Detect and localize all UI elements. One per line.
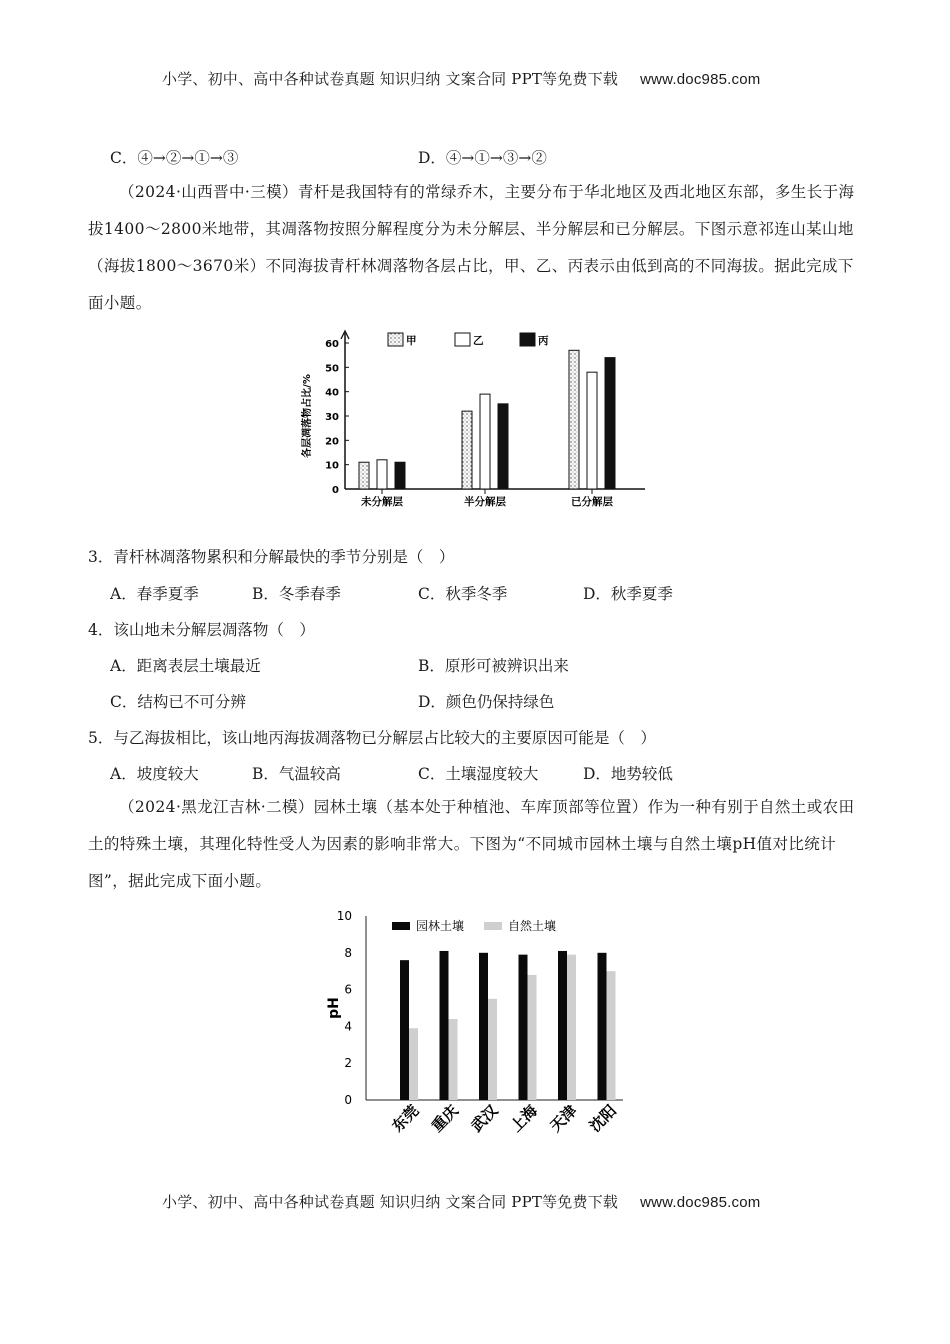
bar — [558, 951, 567, 1100]
legend-swatch — [484, 922, 502, 930]
bar — [587, 372, 597, 489]
x-tick-label: 上海 — [506, 1101, 541, 1136]
q3-option-c: C．秋季冬季 — [418, 585, 508, 603]
x-tick-label: 已分解层 — [571, 496, 613, 508]
x-tick-label: 武汉 — [467, 1101, 502, 1136]
bar — [377, 460, 387, 489]
y-axis-label: pH — [326, 997, 342, 1019]
bar — [519, 955, 528, 1100]
bar — [400, 960, 409, 1100]
x-tick-label: 天津 — [546, 1101, 581, 1136]
litter-layer-chart — [290, 325, 660, 515]
bar — [528, 975, 537, 1100]
bar — [598, 953, 607, 1100]
prev-option-c: C．④→②→①→③ — [110, 149, 239, 167]
y-tick-label: 0 — [344, 1093, 352, 1107]
footer-text: 小学、初中、高中各种试卷真题 知识归纳 文案合同 PPT等免费下载 — [162, 1193, 619, 1211]
bar — [409, 1028, 418, 1100]
q5-option-b: B．气温较高 — [252, 765, 341, 783]
y-tick-label: 8 — [344, 945, 352, 960]
bar — [479, 953, 488, 1100]
y-tick-label: 2 — [344, 1056, 352, 1071]
legend-swatch — [388, 333, 403, 346]
bar — [567, 955, 576, 1100]
y-tick-label: 10 — [336, 909, 352, 923]
legend-label: 园林土壤 — [416, 919, 465, 933]
legend-swatch — [392, 922, 410, 930]
y-tick-label: 0 — [332, 485, 339, 496]
x-tick-label: 重庆 — [427, 1101, 462, 1136]
y-tick-label: 40 — [325, 387, 339, 399]
header-link[interactable]: www.doc985.com — [640, 71, 761, 88]
bar — [498, 404, 508, 489]
question-4-stem: 4．该山地未分解层凋落物（ ） — [88, 621, 315, 639]
x-tick-label: 沈阳 — [585, 1101, 620, 1136]
passage-2: （2024·黑龙江吉林·二模）园林土壤（基本处于种植池、车库顶部等位置）作为一种有别于自然土或农田土的特殊土壤，其理化特性受人为因素的影响非常大。下图为“不同城市园林土壤与自然土壤pH值对比统计图”，据此完成下面小题。 — [88, 798, 855, 890]
soil-ph-chart — [318, 900, 638, 1150]
q3-option-d: D．秋季夏季 — [583, 585, 673, 603]
legend-label: 丙 — [538, 335, 549, 347]
legend-label: 乙 — [473, 335, 484, 347]
q5-option-a: A．坡度较大 — [110, 765, 199, 783]
y-tick-label: 4 — [344, 1019, 352, 1034]
legend-label: 甲 — [406, 335, 417, 347]
q4-option-b: B．原形可被辨识出来 — [418, 657, 569, 675]
legend-label: 自然土壤 — [508, 919, 557, 933]
header-text: 小学、初中、高中各种试卷真题 知识归纳 文案合同 PPT等免费下载 — [162, 70, 619, 88]
y-axis-label: 各层凋落物占比/% — [302, 374, 313, 458]
y-tick-label: 6 — [344, 982, 352, 997]
question-5-stem: 5．与乙海拔相比，该山地丙海拔凋落物已分解层占比较大的主要原因可能是（ ） — [88, 729, 656, 747]
y-tick-label: 50 — [325, 363, 339, 375]
q4-option-c: C．结构已不可分辨 — [110, 693, 246, 711]
bar — [449, 1019, 458, 1100]
x-tick-label: 东莞 — [388, 1101, 423, 1136]
q5-option-d: D．地势较低 — [583, 765, 673, 783]
page-footer — [162, 1191, 760, 1212]
bar — [605, 358, 615, 489]
question-3-stem: 3．青杆林凋落物累积和分解最快的季节分别是（ ） — [88, 548, 455, 566]
legend-swatch — [520, 333, 535, 346]
q4-option-d: D．颜色仍保持绿色 — [418, 693, 555, 711]
bar — [488, 999, 497, 1100]
y-tick-label: 20 — [325, 436, 339, 448]
footer-link[interactable]: www.doc985.com — [640, 1194, 761, 1211]
bar — [440, 951, 449, 1100]
bar — [480, 394, 490, 489]
prev-option-d: D．④→①→③→② — [418, 149, 547, 167]
page-header — [162, 68, 760, 89]
y-tick-label: 10 — [325, 460, 339, 472]
x-tick-label: 半分解层 — [464, 496, 506, 508]
bar — [462, 411, 472, 489]
bar — [569, 350, 579, 489]
bar — [607, 971, 616, 1100]
y-tick-label: 30 — [325, 412, 339, 423]
passage-1: （2024·山西晋中·三模）青杆是我国特有的常绿乔木，主要分布于华北地区及西北地区东部，多生长于海拔1400～2800米地带，其凋落物按照分解程度分为未分解层、半分解层和已分解层。下图示意祁连山某山地（海拔1800～3670米）不同海拔青杆林凋落物各层占比，甲、乙、丙表示由低到高的不同海拔。据此完成下面小题。 — [88, 183, 855, 312]
bar — [395, 462, 405, 489]
q3-option-b: B．冬季春季 — [252, 585, 341, 603]
bar — [359, 462, 369, 489]
x-tick-label: 未分解层 — [361, 496, 403, 508]
y-tick-label: 60 — [325, 339, 339, 350]
q5-option-c: C．土壤湿度较大 — [418, 765, 539, 783]
q4-option-a: A．距离表层土壤最近 — [110, 657, 261, 675]
legend-swatch — [455, 333, 470, 346]
q3-option-a: A．春季夏季 — [110, 585, 199, 603]
